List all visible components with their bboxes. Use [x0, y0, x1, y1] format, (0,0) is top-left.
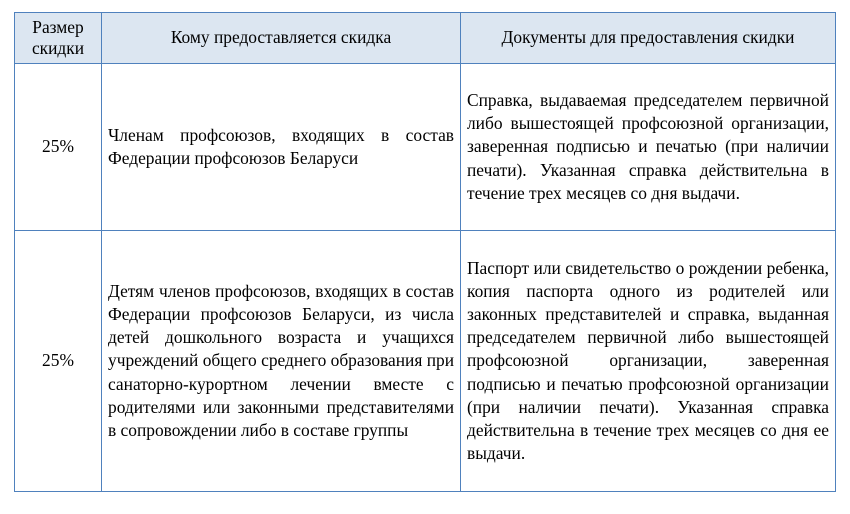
- discount-value: 25%: [15, 231, 102, 492]
- table-row: [15, 231, 836, 492]
- recipients-cell: Детям членов профсоюзов, входящих в состав Федерации профсоюзов Беларуси, из числа детей дошкольного возраста и учащихся учреждений общего среднего образования при санаторно-курортном лечении вместе с родителями или законными представителями в сопровождении либо в составе группы: [102, 231, 461, 492]
- header-documents: Документы для предоставления скидки: [461, 13, 836, 64]
- table-header-row: [15, 13, 836, 64]
- discount-value: 25%: [15, 64, 102, 231]
- documents-cell: Паспорт или свидетельство о рождении ребенка, копия паспорта одного из родителей или законных представителей и справка, выданная председателем первичной либо вышестоящей профсоюзной организации, заверенная подписью и печатью профсоюзной организации (при наличии печати). Указанная справка действительна в течение трех месяцев со дня ее выдачи.: [461, 231, 836, 492]
- header-discount-size: Размер скидки: [15, 13, 102, 64]
- discount-table: [14, 12, 836, 492]
- recipients-cell: Членам профсоюзов, входящих в состав Федерации профсоюзов Беларуси: [102, 64, 461, 231]
- header-recipients: Кому предоставляется скидка: [102, 13, 461, 64]
- documents-cell: Справка, выдаваемая председателем первичной либо вышестоящей профсоюзной организации, заверенная подписью и печатью (при наличии печати). Указанная справка действительна в течение трех месяцев со дня выдачи.: [461, 64, 836, 231]
- table-row: [15, 64, 836, 231]
